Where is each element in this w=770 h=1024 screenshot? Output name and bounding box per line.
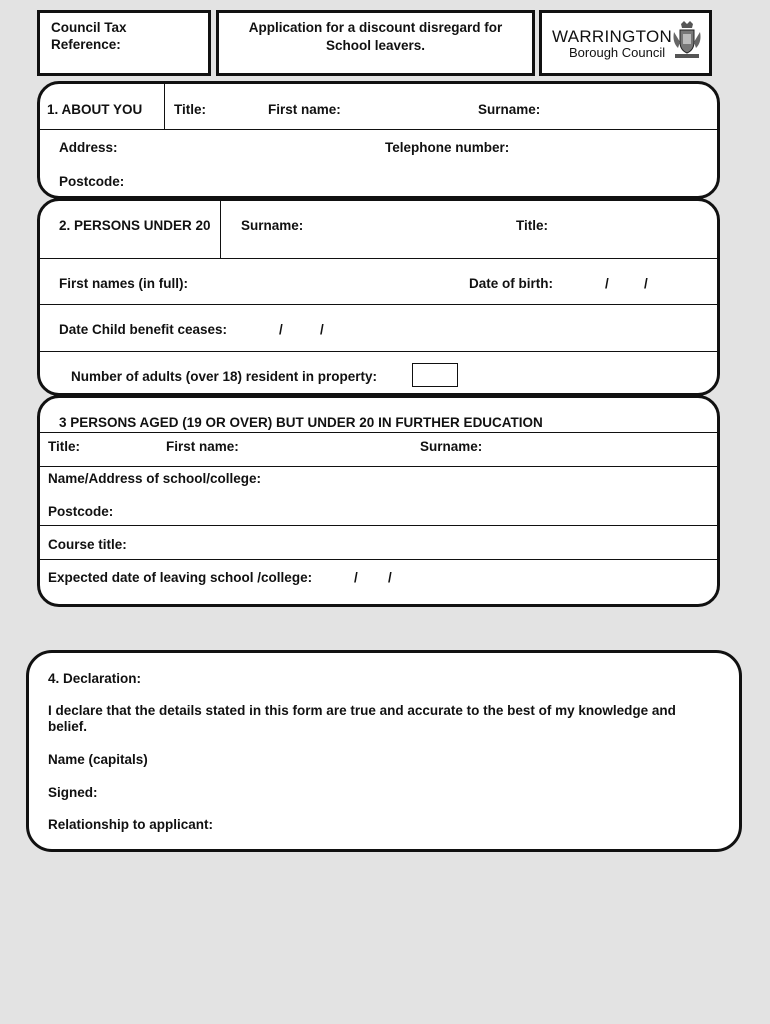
declaration-heading: 4. Declaration: (48, 671, 142, 686)
signed-field[interactable]: Signed: (48, 785, 98, 800)
persons-under-20-heading: 2. PERSONS UNDER 20 (59, 218, 211, 233)
further-education-heading: 3 PERSONS AGED (19 OR OVER) BUT UNDER 20 IN FURTHER EDUCATION (59, 415, 543, 430)
date-separator: / (320, 322, 324, 337)
date-separator: / (644, 276, 648, 291)
date-separator: / (605, 276, 609, 291)
child-benefit-ceases-field[interactable]: Date Child benefit ceases: (59, 322, 228, 337)
first-names-field[interactable]: First names (in full): (59, 276, 189, 291)
section-about-you (37, 81, 720, 199)
date-separator: / (388, 570, 392, 585)
telephone-field[interactable]: Telephone number: (385, 140, 510, 155)
logo-name: WARRINGTON (552, 27, 673, 46)
date-of-birth-field[interactable]: Date of birth: (469, 276, 553, 291)
form-title: Application for a discount disregard for School leavers. (248, 20, 503, 53)
council-tax-reference-box[interactable] (37, 10, 211, 76)
section-further-education (37, 395, 720, 607)
postcode-field[interactable]: Postcode: (59, 174, 125, 189)
first-name-field[interactable]: First name: (166, 439, 239, 454)
section-declaration (26, 650, 742, 852)
date-separator: / (354, 570, 358, 585)
title-field[interactable]: Title: (516, 218, 549, 233)
form-title-box (216, 10, 535, 76)
surname-field[interactable]: Surname: (478, 102, 541, 117)
adults-resident-label: Number of adults (over 18) resident in property: (71, 369, 378, 384)
declaration-statement: I declare that the details stated in this form are true and accurate to the best of my knowledge and belief. (48, 703, 676, 734)
date-separator: / (279, 322, 283, 337)
logo-sub: Borough Council (569, 45, 666, 60)
section-persons-under-20 (37, 198, 720, 396)
school-college-field[interactable]: Name/Address of school/college: (48, 471, 262, 486)
course-title-field[interactable]: Course title: (48, 537, 127, 552)
address-field[interactable]: Address: (59, 140, 118, 155)
postcode-field[interactable]: Postcode: (48, 504, 114, 519)
council-tax-reference-label: Council Tax Reference: (51, 20, 127, 52)
council-logo-box (539, 10, 712, 76)
surname-field[interactable]: Surname: (420, 439, 483, 454)
surname-field[interactable]: Surname: (241, 218, 304, 233)
name-capitals-field[interactable]: Name (capitals) (48, 752, 148, 767)
about-you-heading: 1. ABOUT YOU (47, 102, 143, 117)
relationship-field[interactable]: Relationship to applicant: (48, 817, 214, 832)
coat-of-arms-icon (672, 20, 702, 60)
first-name-field[interactable]: First name: (268, 102, 341, 117)
adults-count-input[interactable] (412, 363, 458, 387)
title-field[interactable]: Title: (48, 439, 81, 454)
leaving-date-field[interactable]: Expected date of leaving school /college: (48, 570, 313, 585)
title-field[interactable]: Title: (174, 102, 207, 117)
